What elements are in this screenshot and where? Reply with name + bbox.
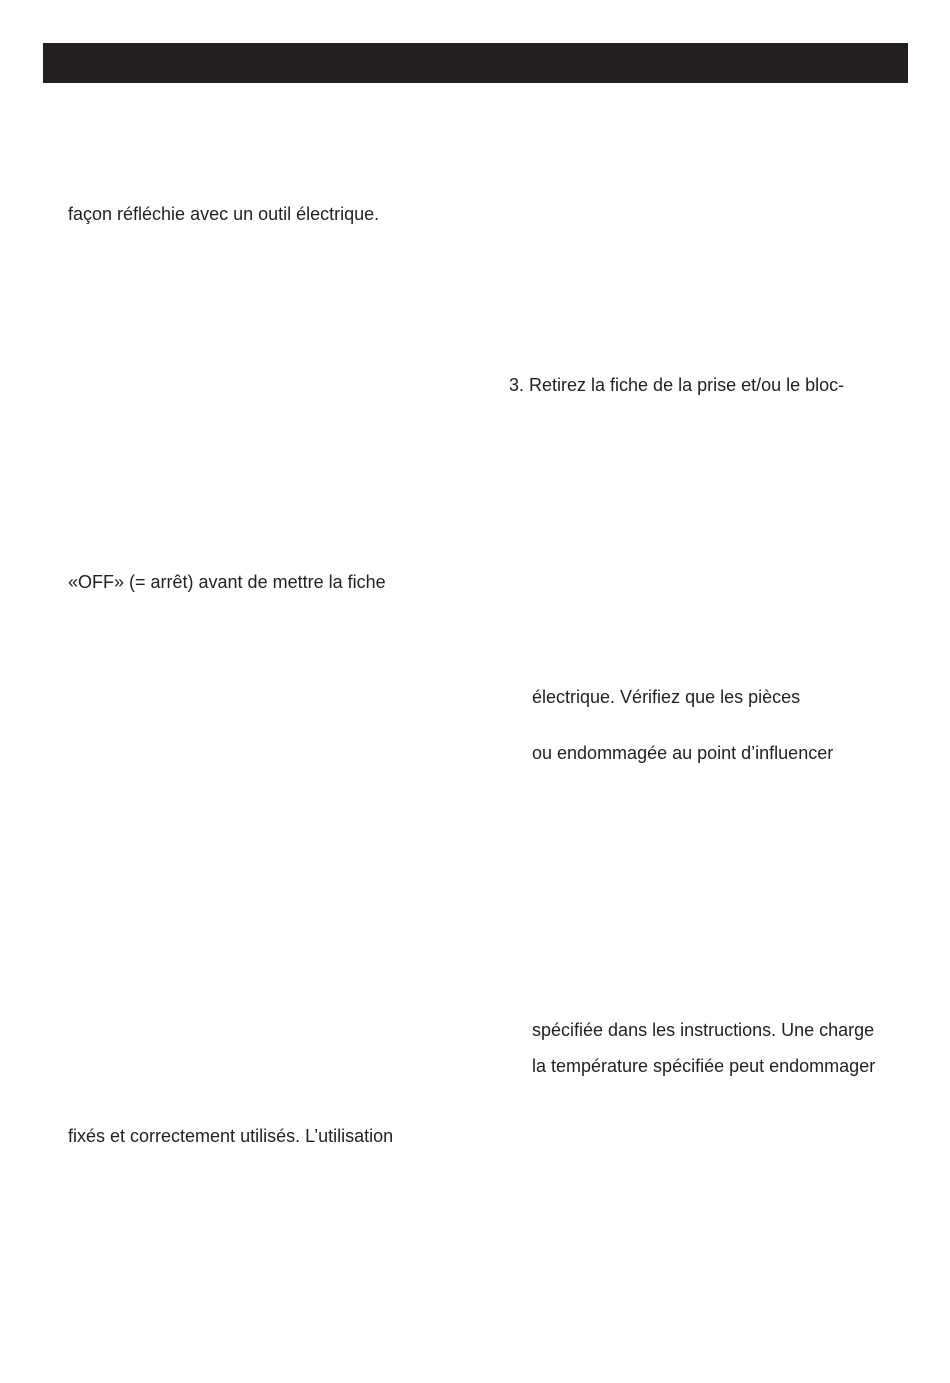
left-text-line-2: «OFF» (= arrêt) avant de mettre la fiche <box>68 572 386 592</box>
right-text-line-1: 3. Retirez la fiche de la prise et/ou le bloc- <box>509 375 845 395</box>
right-text-line-2: électrique. Vérifiez que les pièces <box>532 687 801 707</box>
right-text-line-5: la température spécifiée peut endommager <box>532 1056 876 1076</box>
header-bar <box>43 43 908 83</box>
left-text-line-3: fixés et correctement utilisés. L’utilisation <box>68 1126 394 1146</box>
right-text-line-4: spécifiée dans les instructions. Une charge <box>532 1020 875 1040</box>
right-text-line-3: ou endommagée au point d’influencer <box>532 743 834 763</box>
left-text-line-1: façon réfléchie avec un outil électrique. <box>68 204 380 224</box>
